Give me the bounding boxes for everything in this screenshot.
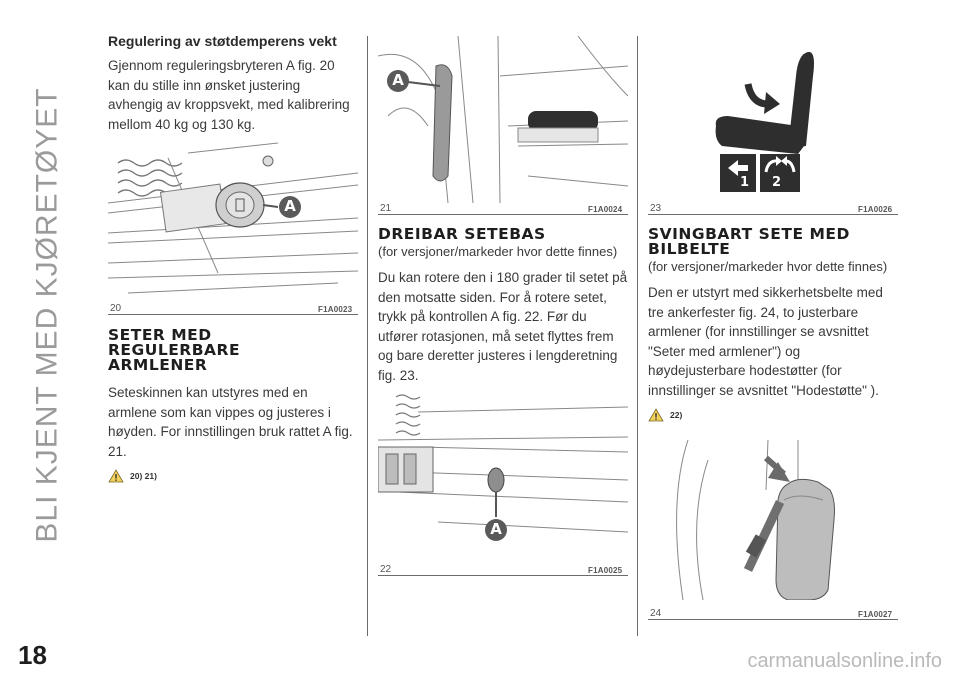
rotating-base-availability-note: (for versjoner/markeder hvor dette finnes) xyxy=(378,244,618,259)
rotating-base-heading: DREIBAR SETEBAS xyxy=(378,225,546,243)
chapter-side-title xyxy=(18,20,78,610)
figure-21-marker-a: A xyxy=(392,71,404,89)
figure-23-number: 23 xyxy=(650,203,662,214)
figure-23-step-2-label: 2 xyxy=(772,175,782,190)
figure-24-caption-rule xyxy=(648,619,898,620)
figure-21-code: F1A0024 xyxy=(588,205,623,214)
figure-20-number: 20 xyxy=(110,303,122,314)
figure-21-caption-rule xyxy=(378,214,628,215)
swivel-seat-heading: SVINGBART SETE MED BILBELTE xyxy=(648,225,850,258)
warning-reference-col1 xyxy=(108,469,358,483)
source-watermark: carmanualsonline.info xyxy=(747,650,942,672)
armrest-illustration xyxy=(378,36,628,203)
warning-triangle-icon xyxy=(108,469,124,483)
figure-20-caption-rule xyxy=(108,314,358,315)
figure-20 xyxy=(108,133,358,313)
column-divider-2 xyxy=(637,36,638,636)
figure-23-step-1-label: 1 xyxy=(740,175,750,190)
chapter-title-text: BLI KJENT MED KJØRETØYET xyxy=(31,87,65,543)
figure-24-number: 24 xyxy=(650,608,662,619)
column-3-text xyxy=(648,227,898,422)
swivel-seat-availability-note: (for versjoner/markeder hvor dette finnes) xyxy=(648,259,888,274)
weight-adjustment-subhead: Regulering av støtdemperens vekt xyxy=(108,33,337,49)
figure-23 xyxy=(648,36,898,203)
warning-reference-col3-text: 22) xyxy=(670,410,683,420)
column-1 xyxy=(108,32,358,134)
armrest-seat-heading-text: SETER MED REGULERBARE ARMLENER xyxy=(108,326,241,374)
figure-22-code: F1A0025 xyxy=(588,566,623,575)
figure-21-number: 21 xyxy=(380,203,392,214)
rotating-base-text: Du kan rotere den i 180 grader til setet på den motsatte siden. For å rotere setet, trykk på kontrollen A fig. 22. Før du utfører rotasjonen, må setet flyttes frem og bare deretter justeres i lengderetning fig. 23. xyxy=(378,270,628,383)
weight-adjustment-text: Gjennom reguleringsbryteren A fig. 20 kan du stille inn ønsket justering avhengig av kroppsvekt, med kalibrering mellom 40 kg og 130 kg. xyxy=(108,58,350,132)
swivel-seat-text: Den er utstyrt med sikkerhetsbelte med tre ankerfester fig. 24, to justerbare armlener (for innstillinger se avsnittet "Seter med armlener") og høydejusterbare hodestøtter (for innstillinger se avsnittet "Hodestøtte" ). xyxy=(648,285,883,398)
seat-suspension-illustration xyxy=(108,133,358,313)
page-number: 18 xyxy=(18,640,47,670)
swivel-seat-belt-illustration xyxy=(648,440,898,600)
figure-22 xyxy=(378,392,628,558)
figure-24-code: F1A0027 xyxy=(858,610,893,619)
figure-24 xyxy=(648,440,898,600)
figure-20-marker-a: A xyxy=(284,197,296,215)
figure-22-marker-a: A xyxy=(490,520,502,538)
figure-23-caption-rule xyxy=(648,214,898,215)
column-1-lower xyxy=(108,328,358,483)
warning-reference-col1-text: 20) 21) xyxy=(130,471,157,481)
warning-reference-col3 xyxy=(648,408,898,422)
figure-20-code: F1A0023 xyxy=(318,305,353,314)
figure-22-caption-rule xyxy=(378,575,628,576)
column-divider-1 xyxy=(367,36,368,636)
figure-23-code: F1A0026 xyxy=(858,205,893,214)
column-2-text xyxy=(378,227,628,385)
armrest-seat-heading xyxy=(108,328,278,373)
warning-triangle-icon xyxy=(648,408,664,422)
figure-21 xyxy=(378,36,628,203)
figure-22-number: 22 xyxy=(380,564,392,575)
armrest-seat-text: Seteskinnen kan utstyres med en armlene som kan vippes og justeres i høyden. For innstillingen bruk rattet A fig. 21. xyxy=(108,385,353,459)
